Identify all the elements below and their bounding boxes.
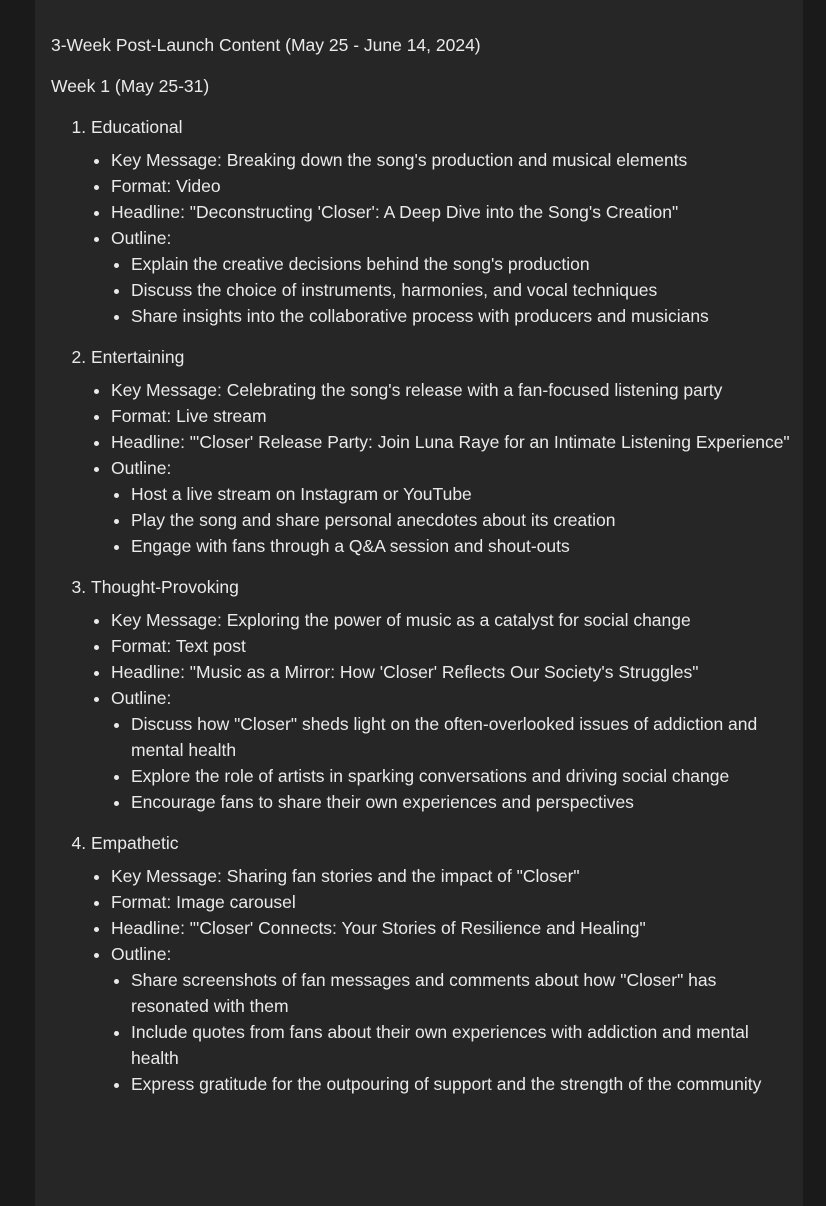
format: • Format: Text post [111, 633, 791, 659]
format: • Format: Live stream [111, 403, 791, 429]
section-item [91, 344, 791, 559]
outline-item: • Play the song and share personal anecdotes about its creation [131, 507, 791, 533]
document-title: 3-Week Post-Launch Content (May 25 - June 14, 2024) [51, 35, 481, 55]
content-sections [51, 114, 791, 1097]
outline-list [111, 481, 791, 559]
outline-item: • Encourage fans to share their own experiences and perspectives [131, 789, 791, 815]
section-item [91, 114, 791, 329]
headline: • Headline: "Deconstructing 'Closer': A Deep Dive into the Song's Creation" [111, 199, 791, 225]
outline [111, 941, 791, 1097]
outline-item: • Explore the role of artists in sparking conversations and driving social change [131, 763, 791, 789]
outline [111, 685, 791, 815]
outline-item: • Include quotes from fans about their own experiences with addiction and mental health [131, 1019, 791, 1071]
outline-label: Outline: [111, 228, 172, 248]
outline-list [111, 251, 791, 329]
week-heading: Week 1 (May 25-31) [51, 76, 210, 96]
section-details [91, 607, 791, 815]
outline-item: • Host a live stream on Instagram or YouTube [131, 481, 791, 507]
section-item [91, 574, 791, 815]
section-title: Empathetic [91, 833, 179, 853]
document-panel [35, 0, 803, 1206]
headline: • Headline: "Music as a Mirror: How 'Closer' Reflects Our Society's Struggles" [111, 659, 791, 685]
key-message: • Key Message: Celebrating the song's release with a fan-focused listening party [111, 377, 791, 403]
section-details [91, 377, 791, 559]
outline-item: • Express gratitude for the outpouring of support and the strength of the community [131, 1071, 791, 1097]
section-item [91, 830, 791, 1097]
outline [111, 225, 791, 329]
section-details [91, 863, 791, 1097]
section-title: Entertaining [91, 347, 185, 367]
format: • Format: Image carousel [111, 889, 791, 915]
outline-list [111, 711, 791, 815]
outline-label: Outline: [111, 458, 172, 478]
outline-label: Outline: [111, 944, 172, 964]
outline-item: • Share screenshots of fan messages and comments about how "Closer" has resonated with them [131, 967, 791, 1019]
headline: • Headline: "'Closer' Release Party: Join Luna Raye for an Intimate Listening Experience" [111, 429, 791, 455]
section-title: Thought-Provoking [91, 577, 239, 597]
outline-item: • Engage with fans through a Q&A session and shout-outs [131, 533, 791, 559]
key-message: • Key Message: Breaking down the song's production and musical elements [111, 147, 791, 173]
headline: • Headline: "'Closer' Connects: Your Stories of Resilience and Healing" [111, 915, 791, 941]
key-message: • Key Message: Sharing fan stories and the impact of "Closer" [111, 863, 791, 889]
outline-item: • Explain the creative decisions behind the song's production [131, 251, 791, 277]
outline-item: • Discuss how "Closer" sheds light on the often-overlooked issues of addiction and mental health [131, 711, 791, 763]
key-message: • Key Message: Exploring the power of music as a catalyst for social change [111, 607, 791, 633]
outline-list [111, 967, 791, 1097]
outline-item: • Share insights into the collaborative process with producers and musicians [131, 303, 791, 329]
outline-label: Outline: [111, 688, 172, 708]
section-title: Educational [91, 117, 183, 137]
outline-item: • Discuss the choice of instruments, harmonies, and vocal techniques [131, 277, 791, 303]
outline [111, 455, 791, 559]
document-content [51, 32, 791, 1112]
format: • Format: Video [111, 173, 791, 199]
section-details [91, 147, 791, 329]
